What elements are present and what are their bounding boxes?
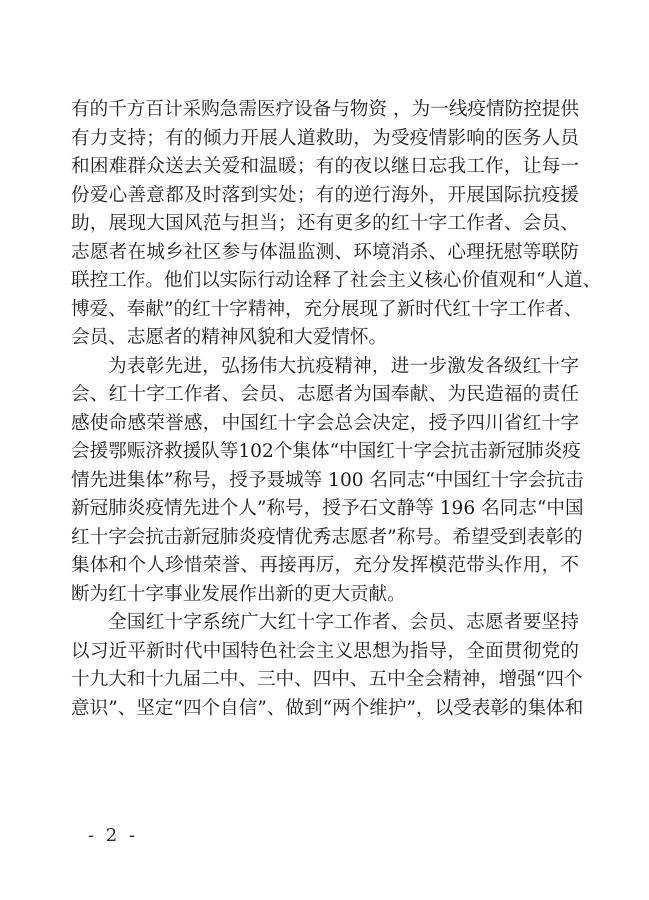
text-line: 十九大和十九届二中、三中、四中、五中全会精神，增强“四个 xyxy=(71,669,583,690)
text-line: 有的千方百计采购急需医疗设备与物资 ，为一线疫情防控提供 xyxy=(71,99,579,120)
text-line: 断为红十字事业发展作出新的更大贡献。 xyxy=(71,583,406,605)
text-line: 会员、志愿者的精神风貌和大爱情怀。 xyxy=(71,327,388,348)
text-line: 志愿者在城乡社区参与体温监测、环境消杀、心理抚慰等联防 xyxy=(71,241,579,263)
text-line: 新冠肺炎疫情先进个人”称号，授予石文静等 196 名同志“中国 xyxy=(71,498,584,519)
text-line: 感使命感荣誉感，中国红十字会总会决定，授予四川省红十字 xyxy=(71,412,579,434)
text-line: 博爱、奉献”的红十字精神，充分展现了新时代红十字工作者、 xyxy=(71,298,583,320)
paragraph-start-line: 全国红十字系统广大红十字工作者、会员、志愿者要坚持 xyxy=(108,612,579,633)
text-line: 红十字会抗击新冠肺炎疫情优秀志愿者”称号。希望受到表彰的 xyxy=(71,526,583,548)
paragraph-start-line: 为表彰先进，弘扬伟大抗疫精神，进一步激发各级红十字 xyxy=(108,355,579,377)
page-number: - 2 - xyxy=(88,825,139,846)
text-line: 会援鄂赈济救援队等102个集体“中国红十字会抗击新冠肺炎疫 xyxy=(71,441,581,462)
text-line: 情先进集体”称号，授予聂城等 100 名同志“中国红十字会抗击 xyxy=(71,469,584,491)
text-line: 联控工作。他们以实际行动诠释了社会主义核心价值观和“人道、 xyxy=(71,270,602,291)
text-line: 会、红十字工作者、会员、志愿者为国奉献、为民造福的责任 xyxy=(71,384,579,405)
text-line: 助，展现大国风范与担当；还有更多的红十字工作者、会员、 xyxy=(71,213,579,234)
text-line: 份爱心善意都及时落到实处；有的逆行海外，开展国际抗疫援 xyxy=(71,184,579,206)
document-body xyxy=(71,96,602,723)
text-line: 和困难群众送去关爱和温暖；有的夜以继日忘我工作，让每一 xyxy=(71,156,579,177)
text-line: 以习近平新时代中国特色社会主义思想为指导，全面贯彻党的 xyxy=(71,640,579,662)
text-line: 有力支持；有的倾力开展人道救助，为受疫情影响的医务人员 xyxy=(71,127,579,149)
text-line: 集体和个人珍惜荣誉、再接再厉，充分发挥模范带头作用，不 xyxy=(71,555,579,576)
text-line: 意识”、坚定“四个自信”、做到“两个维护”，以受表彰的集体和 xyxy=(71,697,584,719)
